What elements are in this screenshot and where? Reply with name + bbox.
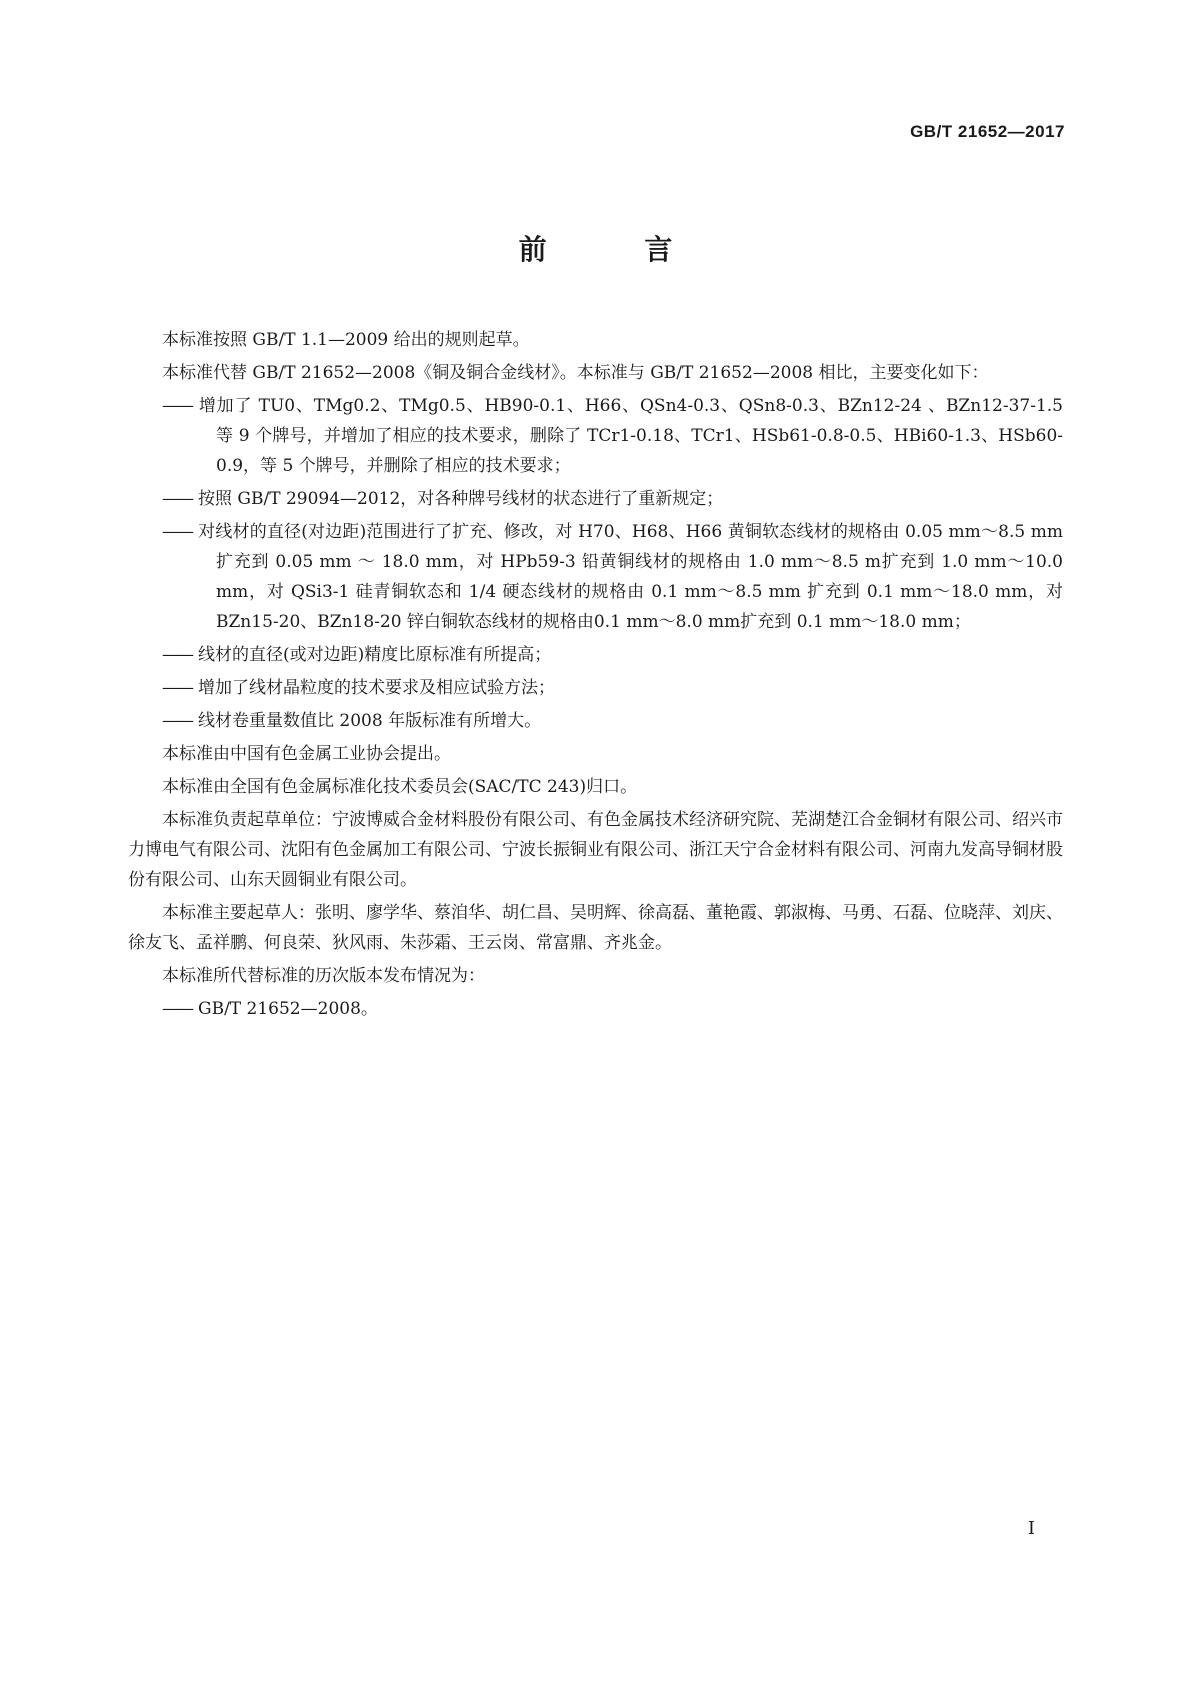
change-item-text: 按照 GB/T 29094—2012，对各种牌号线材的状态进行了重新规定； (198, 489, 724, 509)
dash-marker: —— (162, 489, 192, 509)
document-body (128, 325, 1063, 1027)
change-item (128, 484, 1063, 514)
change-item (128, 640, 1063, 670)
change-item (128, 517, 1063, 637)
paragraph-drafting-units: 本标准负责起草单位：宁波博威合金材料股份有限公司、有色金属技术经济研究院、芜湖楚江合金铜材有限公司、绍兴市力博电气有限公司、沈阳有色金属加工有限公司、宁波长振铜业有限公司、浙江天宁合金材料有限公司、河南九发高导铜材股份有限公司、山东天圆铜业有限公司。 (128, 810, 1063, 890)
standard-number: GB/T 21652—2017 (910, 122, 1065, 141)
paragraph-proposer: 本标准由中国有色金属工业协会提出。 (162, 744, 451, 764)
dash-marker: —— (162, 999, 192, 1019)
paragraph-replaces: 本标准代替 GB/T 21652—2008《铜及铜合金线材》。本标准与 GB/T 21652—2008 相比，主要变化如下： (162, 363, 989, 383)
dash-marker: —— (162, 678, 192, 698)
change-item (128, 706, 1063, 736)
paragraph-drafters: 本标准主要起草人：张明、廖学华、蔡洎华、胡仁昌、吴明辉、徐高磊、董艳霞、郭淑梅、马勇、石磊、位晓萍、刘庆、徐友飞、孟祥鹏、何良荣、狄风雨、朱莎霜、王云岗、常富鼎、齐兆金。 (128, 903, 1063, 953)
previous-edition-item (128, 994, 1063, 1024)
change-item-text: 线材的直径(或对边距)精度比原标准有所提高； (198, 645, 552, 665)
change-item-text: 对线材的直径(对边距)范围进行了扩充、修改，对 H70、H68、H66 黄铜软态线材的规格由 0.05 mm～8.5 mm扩充到 0.05 mm ～ 18.0 mm，对 HPb59-3 铅黄铜线材的规格由 1.0 mm～8.5 m扩充到 1.0 mm～10.0 mm，对 QSi3-1 硅青铜软态和 1/4 硬态线材的规格由 0.1 mm～8.5 mm 扩充到 0.1 mm～18.0 mm，对 BZn15-20、BZn18-20 锌白铜软态线材的规格由0.1 mm～8.0 mm扩充到 0.1 mm～18.0 mm； (198, 522, 1063, 632)
page-title: 前 言 (518, 233, 717, 266)
change-item-text: 增加了线材晶粒度的技术要求及相应试验方法； (198, 678, 555, 698)
change-item-text: 线材卷重量数值比 2008 年版标准有所增大。 (198, 711, 542, 731)
previous-edition-text: GB/T 21652—2008。 (198, 999, 378, 1019)
page-number: I (1027, 1518, 1035, 1539)
change-item (128, 391, 1063, 481)
paragraph-committee: 本标准由全国有色金属标准化技术委员会(SAC/TC 243)归口。 (162, 777, 638, 797)
paragraph-drafting-rules: 本标准按照 GB/T 1.1—2009 给出的规则起草。 (162, 330, 530, 350)
change-item-text: 增加了 TU0、TMg0.2、TMg0.5、HB90-0.1、H66、QSn4-0.3、QSn8-0.3、BZn12-24 、BZn12-37-1.5 等 9 个牌号，并增加了相应的技术要求，删除了 TCr1-0.18、TCr1、HSb61-0.8-0.5、HBi60-1.3、HSb60-0.9，等 5 个牌号，并删除了相应的技术要求； (198, 396, 1063, 476)
dash-marker: —— (162, 711, 192, 731)
paragraph-previous-editions: 本标准所代替标准的历次版本发布情况为： (162, 966, 485, 986)
change-item (128, 673, 1063, 703)
dash-marker: —— (162, 645, 192, 665)
dash-marker: —— (162, 522, 192, 542)
dash-marker: —— (162, 396, 192, 416)
